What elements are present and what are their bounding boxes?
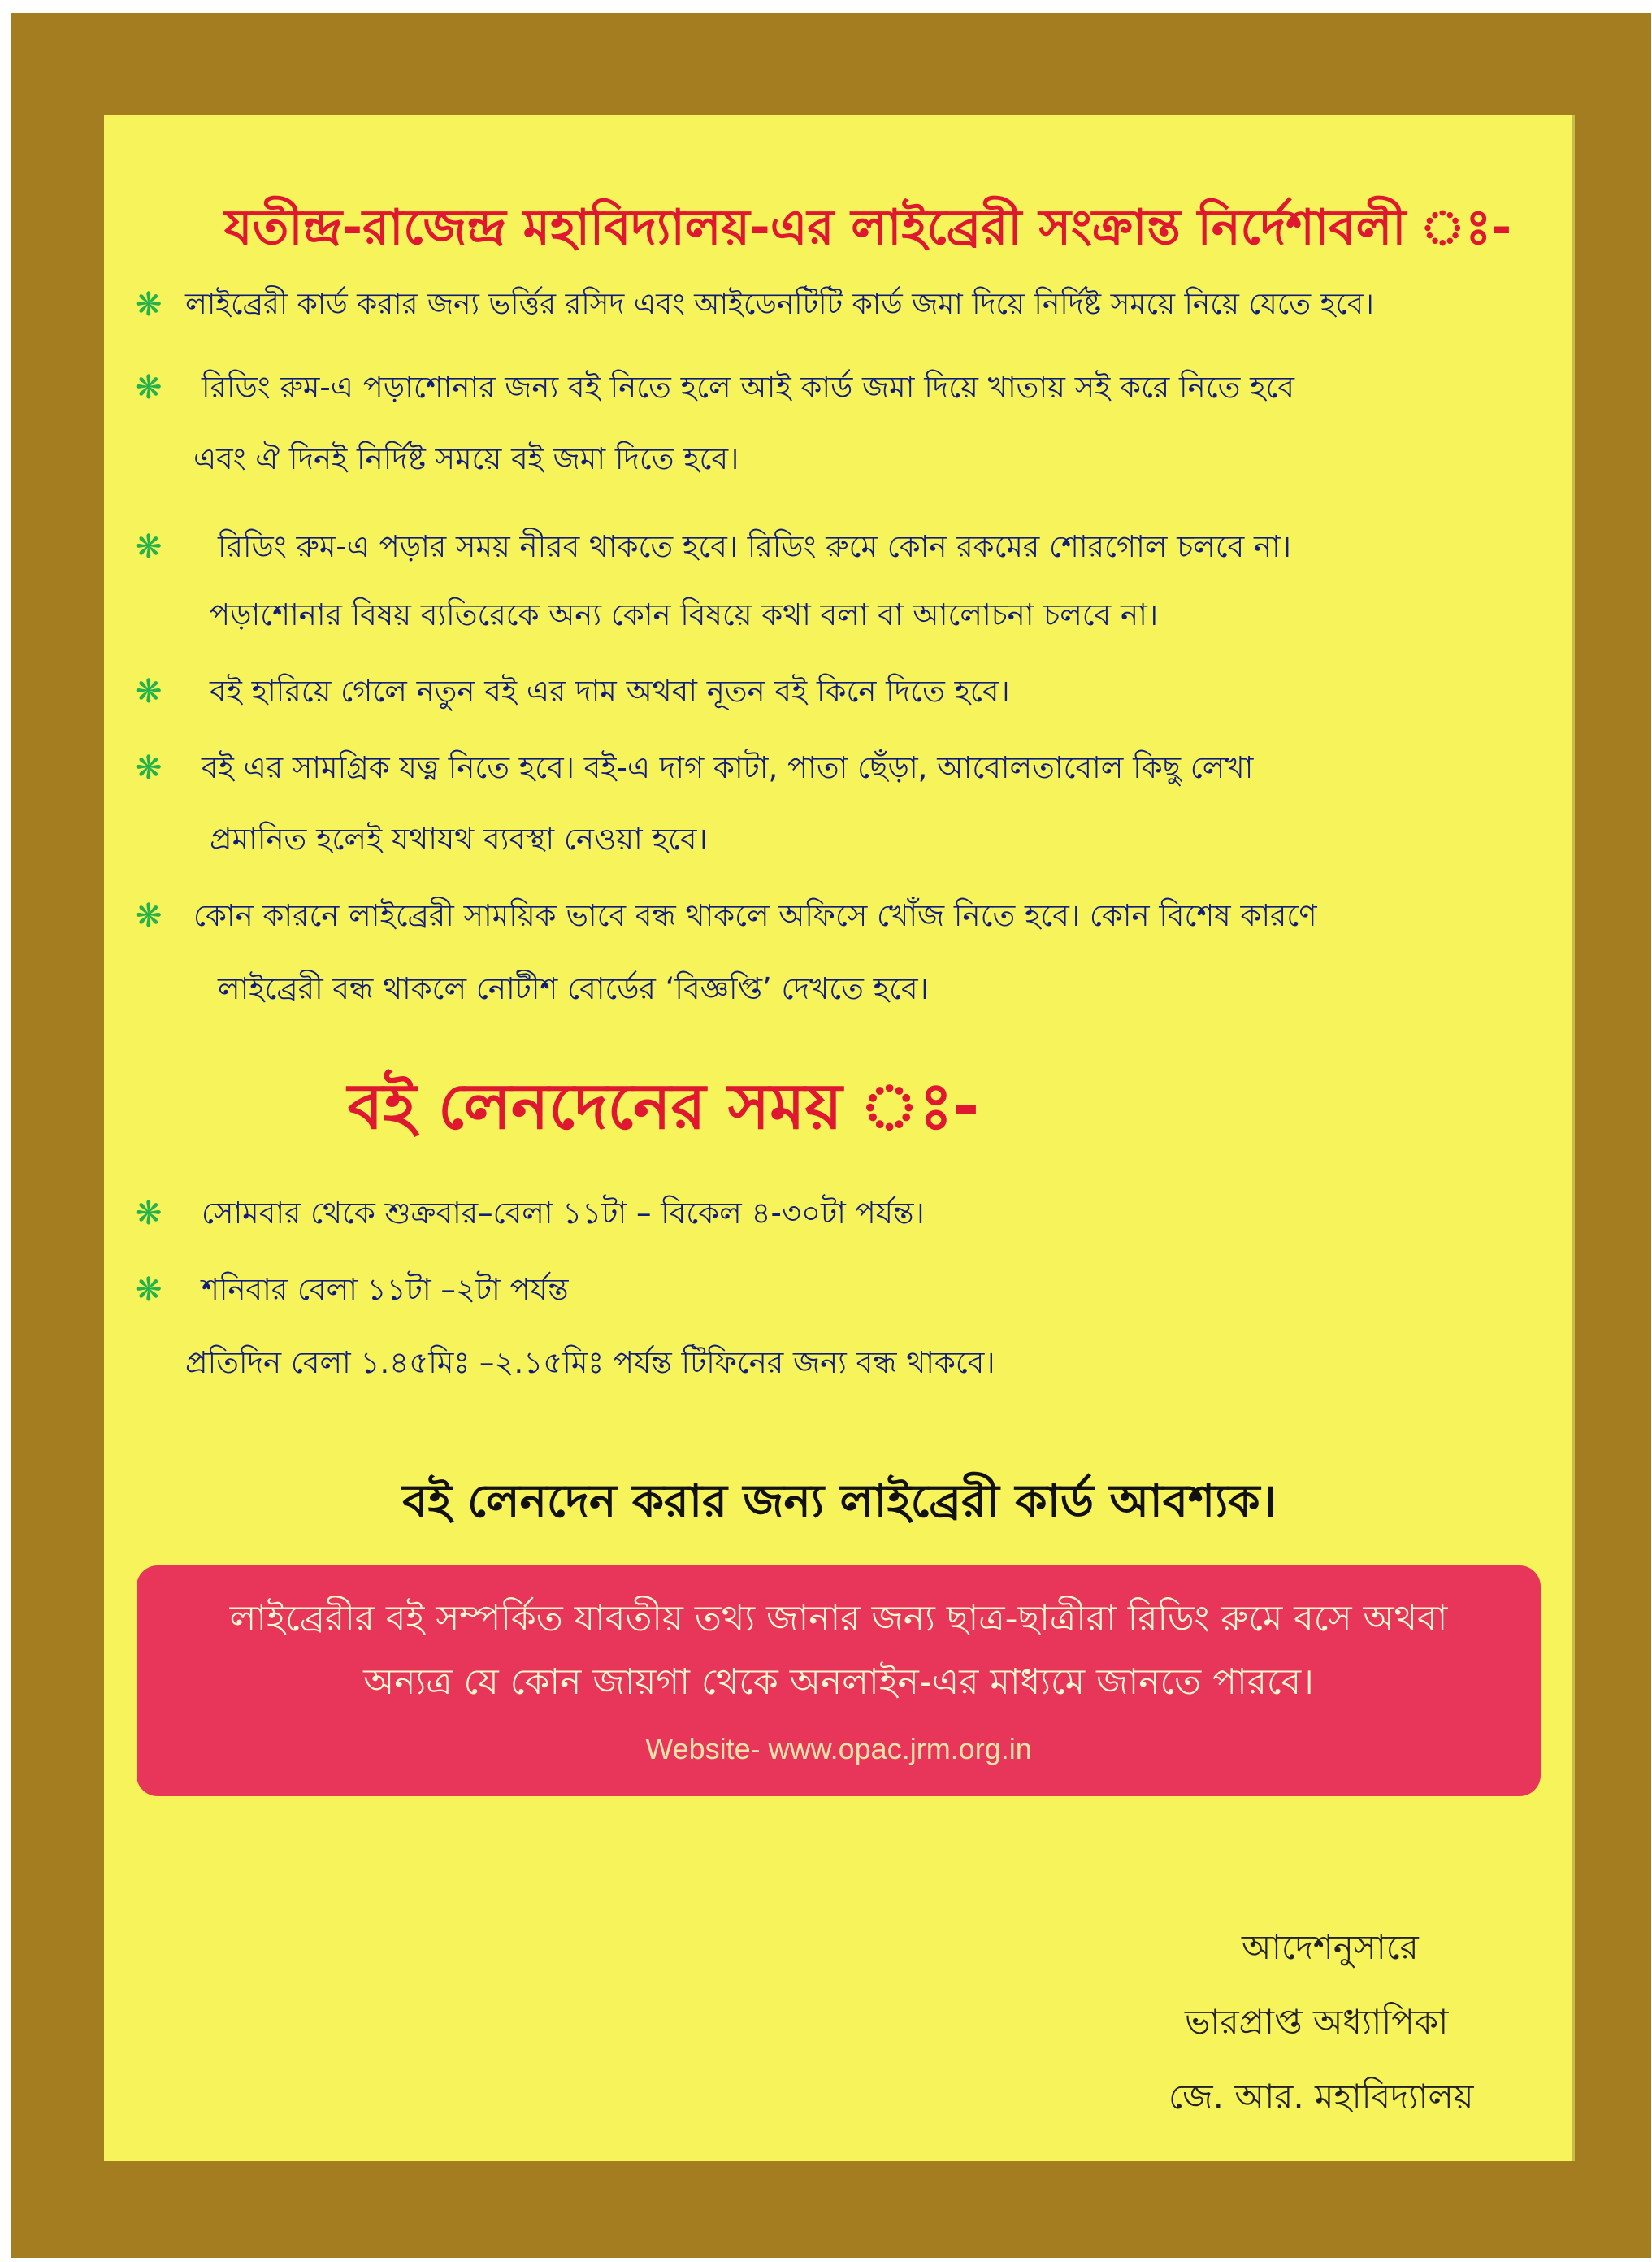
notice-title: যতীন্দ্র-রাজেন্দ্র মহাবিদ্যালয়-এর লাইব্রেরী সংক্রান্ত নির্দেশাবলী ঃ- [223,199,1512,256]
rule-3-line-1: রিডিং রুম-এ পড়ার সময় নীরব থাকতে হবে। রিডিং রুমে কোন রকমের শোরগোল চলবে না। [218,529,1291,564]
signature-line-1: আদেশনুসারে [1242,1927,1419,1967]
library-card-requirement: বই লেনদেন করার জন্য লাইব্রেরী কার্ড আবশ্যক। [402,1475,1277,1528]
timing-tiffin: প্রতিদিন বেলা ১.৪৫মিঃ –২.১৫মিঃ পর্যন্ত টিফিনের জন্য বন্ধ থাকবে। [185,1345,995,1380]
bullet-icon: ❋ [135,286,163,323]
rule-2-line-1: রিডিং রুম-এ পড়াশোনার জন্য বই নিতে হলে আই কার্ড জমা দিয়ে খাতায় সই করে নিতে হবে [202,370,1294,405]
signature-line-2: ভারপ্রাপ্ত অধ্যাপিকা [1185,2002,1449,2042]
notice-frame [11,13,1651,2258]
timing-title: বই লেনদেনের সময় ঃ- [348,1070,980,1144]
notice-board [104,115,1575,2161]
rule-5-line-2: প্রমানিত হলেই যথাযথ ব্যবস্থা নেওয়া হবে। [210,822,708,857]
rule-5-line-1: বই এর সামগ্রিক যত্ন নিতে হবে। বই-এ দাগ কাটা, পাতা ছেঁড়া, আবোলতাবোল কিছু লেখা [202,750,1254,785]
rule-2-line-2: এবং ঐ দিনই নির্দিষ্ট সময়ে বই জমা দিতে হবে। [193,441,739,476]
bullet-icon: ❋ [135,749,163,787]
bullet-icon: ❋ [135,897,163,935]
website-link[interactable]: Website- www.opac.jrm.org.in [645,1732,1032,1765]
rule-4-line-1: বই হারিয়ে গেলে নতুন বই এর দাম অথবা নূতন বই কিনে দিতে হবে। [210,674,1010,709]
bullet-icon: ❋ [135,369,163,406]
bullet-icon: ❋ [135,1271,163,1309]
banner-line-2: অন্যত্র যে কোন জায়গা থেকে অনলাইন-এর মাধ্যমে জানতে পারবে। [363,1661,1314,1703]
signature-line-3: জে. আর. মহাবিদ্যালয় [1169,2077,1474,2117]
rule-3-line-2: পড়াশোনার বিষয় ব্যতিরেকে অন্য কোন বিষয়ে কথা বলা বা আলোচনা চলবে না। [210,597,1159,632]
rule-1-line-1: লাইব্রেরী কার্ড করার জন্য ভর্ত্তির রসিদ এবং আইডেনটিটি কার্ড জমা দিয়ে নির্দিষ্ট সময়ে নিয়ে যেতে হবে। [185,288,1374,321]
banner-line-1: লাইব্রেরীর বই সম্পর্কিত যাবতীয় তথ্য জানার জন্য ছাত্র-ছাত্রীরা রিডিং রুমে বসে অথবা [229,1598,1448,1639]
online-info-banner [137,1565,1541,1796]
bullet-icon: ❋ [135,673,163,710]
bullet-icon: ❋ [135,1195,163,1232]
timing-weekday: সোমবার থেকে শুক্রবার–বেলা ১১টা – বিকেল ৪-৩০টা পর্যন্ত। [202,1196,925,1231]
rule-6-line-2: লাইব্রেরী বন্ধ থাকলে নোটীশ বোর্ডের ‘বিজ্ঞপ্তি’ দেখতে হবে। [218,971,929,1006]
bullet-icon: ❋ [135,528,163,566]
timing-saturday: শনিবার বেলা ১১টা –২টা পর্যন্ত [202,1272,569,1307]
rule-6-line-1: কোন কারনে লাইব্রেরী সাময়িক ভাবে বন্ধ থাকলে অফিসে খোঁজ নিতে হবে। কোন বিশেষ কারণে [193,898,1317,933]
